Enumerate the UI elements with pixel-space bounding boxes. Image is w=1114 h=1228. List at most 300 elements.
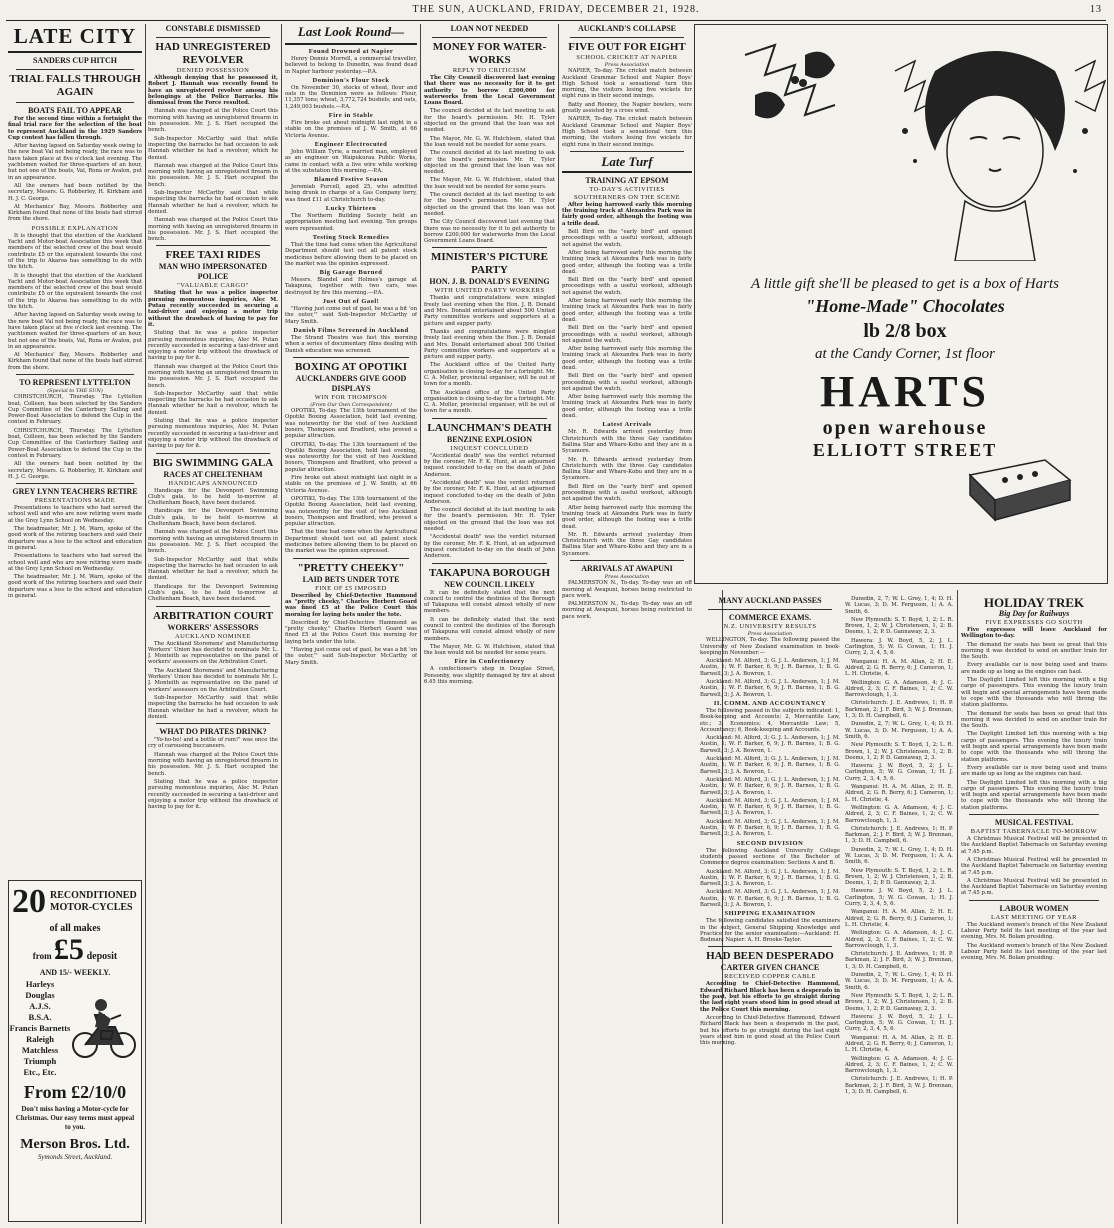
- subhead: II. COMM. AND ACCOUNTANCY: [713, 699, 827, 707]
- paragraph: The Mayor, Mr. G. W. Hutchison, stated that the loan would not be needed for some years.: [424, 135, 555, 148]
- subhead: N.Z. UNIVERSITY RESULTS: [723, 623, 817, 630]
- lede: Stating that he was a police inspector pursuing momentous inquiries, Alec M. Putan recently succeeded in securing a taxi-driver and enjoying a motor trip without the drawback of having to pay for it.: [148, 290, 278, 328]
- paragraph: The Auckland Storemens' and Manufacturing Workers' Union has decided to nominate Mr. L. J. Monteith as representative on the panel of workers' assessors on the Arbitration Court.: [148, 640, 278, 666]
- headline-sanders: SANDERS CUP HITCH: [32, 56, 117, 65]
- headline-labour: LABOUR WOMEN: [999, 903, 1069, 913]
- column-7: [845, 596, 953, 1222]
- brief-body: That the time had come when the Agricultural Department should test out all patent stock medicines before allowing them to be placed on the market was the opinion expressed.: [285, 241, 417, 267]
- brief-title: Testing Stock Remedies: [312, 233, 390, 241]
- ad-make: Douglas: [25, 990, 55, 1000]
- divider: [969, 900, 1099, 901]
- paragraph: Mr. R. Edwards arrived yesterday from Christchurch with the three Gay candidates Ballina Star and Whare-Kobu and they are in a Sycamore.: [562, 456, 692, 482]
- divider: [285, 43, 417, 45]
- paragraph: Dunedin, 2, 7; W. L. Grey, 1, 4; D. H. W. Lucas, 3; D. M. Ferguson, 1; A. A. Smith, 6.: [845, 596, 953, 615]
- paragraph: The headmaster, Mr. J. M. Warn, spoke of the good work of the retiring teachers and said their departure was a loss to the school and education in general.: [8, 526, 142, 551]
- paragraph: The Daylight Limited left this morning with a big cargo of passengers. This evening the luxury train will begin and special arrangements have been made to cope with the thousands who will throng the station platforms.: [961, 779, 1107, 811]
- paragraph: The demand for seats has been so great that this morning it was decided to send on another train for the South.: [961, 641, 1107, 661]
- headline-desperado: HAD BEEN DESPERADO: [706, 950, 834, 963]
- ad-make: A.J.S.: [29, 1001, 51, 1011]
- column-divider: [145, 24, 146, 1224]
- subhead: SOUTHERNERS ON THE SCENE: [574, 193, 680, 201]
- brief-body: Jeremiah Purcell, aged 25, who admitted being drunk in charge of a Gas Company lorry, was fined £11 at Christchurch to-day.: [285, 184, 417, 203]
- paragraph: The Auckland women's branch of the New Zealand Labour Party held its last meeting of the year last evening, Mrs. M. Bolam presiding.: [961, 921, 1107, 941]
- paragraph: The council decided at its last meeting to ask for the board's permission. Mr. H. Tyler objected on the ground that the loan was not needed.: [424, 192, 555, 217]
- paragraph: It is thought that the election of the Auckland Yacht and Motor-boat Association this week that members of the selected crew of the boat would contribute £5 or the equivalent towards the cost of the trip to Akaroa has something to do with the hitch.: [8, 232, 142, 271]
- column-8: [961, 596, 1107, 1222]
- paragraph: Stating that he was a police inspector pursuing momentous inquiries, Alec M. Putan recently succeeded in securing a taxi-driver and enjoying a motor trip without the drawback of having to pay for it.: [148, 418, 278, 450]
- lede: Although denying that he possessed it, Robert J. Hannah was recently found to have an unregistered revolver among his belongings at the Police Barracks. His dismissal from the Force resulted.: [148, 75, 278, 107]
- paragraph: Bell Bird on the "early bird" and opened proceedings with a useful workout, although not against the watch.: [562, 229, 692, 248]
- paragraph: Wellington: G. A. Adamson, 4; J. C. Aldred, 2, 3; C. F. Baines, 1, 2; C. W. Barrowclough, 1, 3.: [845, 930, 953, 949]
- paragraph: After being harrowed early this morning the training track at Alexandra Park was in fairly good order, although the footing was a trifle dead.: [562, 346, 692, 371]
- paragraph: It can be definitely stated that the next council to control the destinies of the Borough of Takapuna will consist almost wholly of new members.: [424, 616, 555, 642]
- ad-make: Matchless: [21, 1045, 59, 1055]
- headline-pretty-cheeky: "PRETTY CHEEKY": [297, 561, 405, 574]
- divider: [293, 558, 409, 559]
- paragraph: Auckland: M. Alford, 3; G. J. L. Anderson, 1; J. M. Austin, 1; W. F. Barker, 6, 9; J. R. Barnes, 1; B. G. Barwell, 3; J. A. Bowron, 1.: [700, 818, 840, 838]
- ad-price: lb 2/8 box: [863, 320, 947, 342]
- paragraph: The headmaster, Mr. J. M. Warn, spoke of the good work of the retiring teachers and said their departure was a loss to the school and education in general.: [8, 574, 142, 599]
- paragraph: Christchurch: J. E. Andrews, 1; H. P. Barkman, 2; J. F. Bird, 3; W. J. Brennan, 1, 3; D. H. Campbell, 6.: [845, 700, 953, 720]
- ad-body: [9, 979, 141, 1078]
- paragraph: The Mayor, Mr. G. W. Hutchison, stated that the loan would not be needed for some years.: [424, 643, 555, 657]
- headline-donald: HON. J. B. DONALD'S EVENING: [429, 277, 550, 287]
- subhead: FINE OF £5 IMPOSED: [315, 584, 387, 592]
- paragraph: Auckland: M. Alford, 3; G. J. L. Anderson, 1; J. M. Austin, 1; W. F. Barker, 6, 9; J. R. Barnes, 1; B. G. Barwell, 3; J. A. Bowron, 1.: [700, 889, 840, 908]
- paragraph: Bell Bird on the "early bird" and opened proceedings with a useful workout, although not against the watch.: [562, 483, 692, 503]
- paragraph: Batty and Rooney, the Napier bowlers, were greatly assisted by a cross wind.: [562, 101, 692, 115]
- paragraph: The following passed in the subjects indicated: 1, Book-keeping and Accounts; 2, Mercantile Law, etc.; 3, Economics; 4, Mercantile Law; 5, Accountancy; 6, Book-keeping and Accounts.: [700, 707, 840, 733]
- ad-price-prefix: from: [32, 951, 54, 961]
- paragraph: Hannah was charged at the Police Court this morning with having an unregistered firearm in his possession. Mr. J. S. Hart occupied the bench.: [148, 217, 278, 243]
- paragraph: Mr. R. Edwards arrived yesterday from Christchurch with the three Gay candidates Ballina Star and Whare-Kobu and they are in a Sycamore.: [562, 531, 692, 557]
- paragraph: Hannah was charged at the Police Court this morning with having an unregistered firearm in his possession. Mr. J. S. Hart occupied the bench.: [148, 751, 278, 777]
- paragraph: Wanganui: H. A. M. Allan, 2; H. E. Aldred, 2; G. R. Berry, 6; J. Cameron, 1; L. H. Christie, 4.: [845, 784, 953, 803]
- headline-takapuna: TAKAPUNA BOROUGH: [428, 566, 551, 579]
- headline-benzine: BENZINE EXPLOSION: [446, 434, 533, 444]
- paragraph: Wellington: G. A. Adamson, 4; J. C. Aldred, 2, 3; C. F. Baines, 1, 2; C. W. Barrowclough, 1, 3.: [845, 804, 953, 824]
- lede: Described by Chief-Detective Hammond as "pretty cheeky," Charles Herbert Goard was fined £5 at the Police Court this morning for laying bets under the tote.: [285, 592, 417, 618]
- ad-make: B.S.A.: [28, 1012, 52, 1022]
- headline-constable: CONSTABLE DISMISSED: [165, 24, 261, 33]
- masthead-title: THE SUN, AUCKLAND, FRIDAY, DECEMBER 21, 1928.: [412, 4, 700, 15]
- paragraph: Hannah was charged at the Police Court this morning with having an unregistered firearm in his possession. Mr. J. S. Hart occupied the bench.: [148, 162, 278, 188]
- paragraph: Auckland: M. Alford, 3; G. J. L. Anderson, 1; J. M. Austin, 1; W. F. Barker, 6, 9; J. R. Barnes, 1; B. G. Barwell, 3; J. A. Bowron, 1.: [700, 679, 840, 698]
- paragraph: "Accidental death" was the verdict returned by the coroner, Mr. F. K. Hunt, at an adjourned inquest concluded to-day on the death of John Anderson.: [424, 452, 555, 478]
- paragraph: "Accidental death" was the verdict returned by the coroner, Mr. F. K. Hunt, at an adjourned inquest concluded to-day on the death of John Anderson.: [424, 534, 555, 560]
- brief-body: The Northern Building Society held an appropriation meeting last evening. Ten groups were represented.: [285, 213, 417, 232]
- headline-lyttelton: TO REPRESENT LYTTELTON: [19, 377, 131, 387]
- ad-line: open warehouse: [822, 417, 988, 439]
- paragraph: OPOTIKI, To-day. The 13th tournament of the Opotiki Boxing Association, held last evening, was noteworthy for the visit of two Auckland boxers, Thompson and Bradford, who proved a popular attraction.: [285, 408, 417, 440]
- brief-item: [285, 48, 417, 75]
- headline-waterworks: MONEY FOR WATER-WORKS: [432, 41, 547, 66]
- ad-headline: [50, 890, 137, 914]
- paragraph: Handicaps for the Devonport Swimming Club's gala, to be held to-morrow at Cheltenham Beach, have been declared.: [148, 583, 278, 603]
- paragraph: The council decided at its last meeting to ask for the board's permission. Mr. H. Tyler objected on the ground that the loan was not needed.: [424, 150, 555, 176]
- brief-item: [285, 176, 417, 203]
- divider: [432, 37, 547, 38]
- paragraph: "Having just come out of gaol, he was a bit 'on the outer,'" said Sub-Inspector McCarthy of Mary Smith.: [285, 647, 417, 666]
- paragraph: Presentations to teachers who had served the school well and who are now retiring were made at the Grey Lynn School on Wednesday.: [8, 553, 142, 572]
- paragraph: After being harrowed early this morning the training track at Alexandra Park was in fairly good order, although the footing was a trifle dead.: [562, 249, 692, 275]
- subhead: AUCKLAND NOMINEE: [174, 632, 252, 640]
- subhead: SECOND DIVISION: [736, 839, 804, 847]
- headline-epsom: TRAINING AT EPSOM: [585, 175, 669, 185]
- brief-title: Lucky Thirteen: [325, 205, 377, 213]
- headline-arbitration: ARBITRATION COURT: [152, 609, 274, 622]
- column-3: [285, 24, 417, 1222]
- subhead: SHIPPING EXAMINATION: [724, 910, 816, 918]
- divider: [156, 245, 270, 246]
- divider: [432, 418, 547, 419]
- byline: Press Association: [604, 62, 650, 68]
- paragraph: Dunedin, 2, 7; W. L. Grey, 1, 4; D. H. W. Lucas, 3; D. M. Ferguson, 1; A. A. Smith, 6.: [845, 721, 953, 740]
- headline-council: NEW COUNCIL LIKELY: [444, 579, 535, 589]
- ad-product: "Home-Made" Chocolates: [805, 296, 1005, 316]
- divider: [16, 69, 134, 70]
- paragraph: The following candidates satisfied the examiners in the subject, General Shipping Knowledge and Practice for the senior examination:—Auckland: H. Bodman; Napier: A. H. Brooke-Taylor.: [700, 918, 840, 944]
- ad-address: Symonds Street, Auckland.: [37, 1153, 113, 1161]
- ad-makes-list: [9, 979, 71, 1078]
- chocolate-box-illustration: [965, 455, 1075, 525]
- paragraph: NAPIER, To-day. The cricket match between Auckland Grammar School and Napier Boys' High School took a sensational turn this morning, the visitors losing five wickets for eight runs in their second innings.: [562, 68, 692, 100]
- subhead: BAPTIST TABERNACLE TO-MORROW: [970, 828, 1098, 836]
- ad-line: AND 15/- WEEKLY.: [39, 968, 111, 977]
- paragraph: The council decided at its last meeting to ask for the board's permission. Mr. H. Tyler objected on the ground that the loan was not needed.: [424, 507, 555, 533]
- brief-item: [285, 112, 417, 139]
- brief-body: On November 30, stocks of wheat, flour and oats in the Dominion were as follows: Flour, 11,357 tons; wheat, 3,772,724 bushels; and oats, 1,249,003 bushels.—P.A.: [285, 84, 417, 110]
- lede: For the second time within a fortnight the final trial race for the selection of the boat to represent Auckland in the 1929 Sanders Cup contest has fallen through.: [8, 116, 142, 141]
- brief-item: [285, 327, 417, 354]
- ad-line: of all makes: [49, 923, 101, 934]
- paragraph: The Daylight Limited left this morning with a big cargo of passengers. This evening the luxury train will begin and special arrangements have been made to cope with the thousands who will throng the station platforms.: [961, 731, 1107, 763]
- motorcycle-illustration: [71, 979, 137, 1069]
- subhead-boats: BOATS FAIL TO APPEAR: [28, 106, 122, 115]
- divider: [708, 609, 832, 610]
- headline-revolver: HAD UNREGISTERED REVOLVER: [155, 41, 271, 66]
- paragraph: Sub-Inspector McCarthy said that while inspecting the barracks he had occasion to ask Hannah whether he had a revolver, which he denied.: [148, 135, 278, 161]
- paragraph: All the owners had been notified by the secretary, Messrs. G. Robberley, H. Kirkham and H. J. C. George.: [8, 461, 142, 480]
- headline-bets: LAID BETS UNDER TOTE: [302, 574, 400, 584]
- divider: [562, 171, 692, 173]
- brief-body: Henry Dennis Morrell, a commercial traveller, believed to belong to Dunedin, was found dead in Napier harbour yesterday.—P.A.: [285, 56, 417, 75]
- divider: [16, 483, 134, 484]
- brief-title: Dominion's Flour Stock: [312, 76, 390, 84]
- ad-line: at the Candy Corner, 1st floor: [814, 346, 995, 362]
- headline-pirates: WHAT DO PIRATES DRINK?: [159, 727, 267, 737]
- paragraph: Every available car is now being used and trains are made up as long as the engines can haul.: [961, 764, 1107, 778]
- paragraph: All the owners had been notified by the secretary, Messrs. G. Robberley, H. Kirkham and H. J. C. George.: [8, 182, 142, 202]
- paragraph: Described by Chief-Detective Hammond as "pretty cheeky," Charles Herbert Goard was fined £5 at the Police Court this morning for laying bets under the tote.: [285, 619, 417, 645]
- byline: Press Association: [747, 631, 793, 637]
- divider: [156, 453, 270, 454]
- paragraph: Hawera: J. W. Boyd, 5, 2; J. L. Carlington, 5; W. G. Cowan, 1; H. J. Curry, 2, 3, 4, 5, 6.: [845, 637, 953, 657]
- headline-taxi: FREE TAXI RIDES: [165, 249, 261, 262]
- subhead: Fire in Confectionery: [454, 658, 525, 666]
- divider: [570, 37, 684, 38]
- paragraph: Thanks and congratulations were mingled freely last evening when the Hon. J. B. Donald and Mrs. Donald entertained about 500 United Party committee workers and supporters at a picture and supper party.: [424, 295, 555, 327]
- brief-item: [285, 234, 417, 267]
- subhead: "VALUABLE CARGO": [177, 282, 249, 290]
- paragraph: Wanganui: H. A. M. Allan, 2; H. E. Aldred, 2; G. R. Berry, 6; J. Cameron, 1; L. H. Christie, 4.: [845, 658, 953, 678]
- ad-header: [9, 881, 141, 923]
- paragraph: PALMERSTON N., To-day. To-day was an off morning at Awapuni, horses being restricted to pace work.: [562, 580, 692, 599]
- brief-title: Big Garage Burned: [319, 269, 383, 277]
- harts-chocolates-advertisement: [694, 24, 1108, 584]
- paragraph: Auckland: M. Alford, 3; G. J. L. Anderson, 1; J. M. Austin, 1; W. F. Barker, 6, 9; J. R. Barnes, 1; B. G. Barwell, 3; J. A. Bowron, 1.: [700, 735, 840, 754]
- paragraph: OPOTIKI, To-day. The 13th tournament of the Opotiki Boxing Association, held last evening, was noteworthy for the visit of two Auckland boxers, Thompson and Bradford, who proved a popular attraction.: [285, 441, 417, 473]
- headline-carter: CARTER GIVEN CHANCE: [720, 963, 820, 973]
- subhead: LAST MEETING OF YEAR: [990, 913, 1077, 921]
- divider: [16, 102, 134, 103]
- headline-grey-lynn: GREY LYNN TEACHERS RETIRE: [12, 487, 138, 497]
- divider: [432, 563, 547, 564]
- headline-minister: MINISTER'S PICTURE PARTY: [430, 251, 549, 277]
- paragraph: The Auckland Storemens' and Manufacturing Workers' Union has decided to nominate Mr. L. J. Monteith as representative on the panel of workers' assessors on the Arbitration Court.: [148, 667, 278, 693]
- ad-price-from: From £2/10/0: [23, 1082, 127, 1102]
- subhead: FIVE EXPRESSES GO SOUTH: [985, 619, 1083, 626]
- paragraph: The Auckland office of the United Party organisation is closing to-day for a fortnight. Mr. C. A. Moller, provincial organiser, will be out of town for a month.: [424, 389, 555, 415]
- ad-price-label: deposit: [86, 951, 118, 962]
- ad-make: Harleys: [25, 979, 55, 989]
- paragraph: Christchurch: J. E. Andrews, 1; H. P. Barkman, 2; J. F. Bird, 3; W. J. Brennan, 1, 3; D. H. Campbell, 6.: [845, 951, 953, 970]
- brief-body: Fire broke out about midnight last night in a stable on the premises of J. W. Smith, at 66 Victoria Avenue.: [285, 120, 417, 139]
- paragraph: "Yo-ho-ho! and a bottle of rum!" was once the cry of carousing buccaneers.: [148, 737, 278, 750]
- ad-make: Raleigh: [26, 1034, 54, 1044]
- paragraph: A confectioner's shop in Douglas Street, Ponsonby, was slightly damaged by fire at about 6.45 this morning.: [424, 666, 555, 686]
- paragraph: Thanks and congratulations were mingled freely last evening when the Hon. J. B. Donald and Mrs. Donald entertained about 500 United Party committee workers and supporters at a picture and supper party.: [424, 328, 555, 361]
- paragraph: At Mechanics' Bay, Messrs. Robberley and Kirkham found that none of the boats had stirred from the shore.: [8, 352, 142, 371]
- headline-assessors: WORKERS' ASSESSORS: [167, 622, 259, 632]
- ad-make: Francis Barnetts: [9, 1023, 71, 1033]
- column-divider: [281, 24, 282, 1224]
- paragraph: The City Council discovered last evening that there was no necessity for it to get authority to borrow £200,000 for waterworks from the Local Government Loans Board.: [424, 219, 555, 245]
- divider: [570, 560, 684, 561]
- headline-loan: LOAN NOT NEEDED: [450, 24, 529, 33]
- lede: After being harrowed early this morning the training track at Alexandra Park was in fairly good order, although the footing was a trifle dead.: [562, 201, 692, 227]
- paragraph: CHRISTCHURCH, Thursday. The Lyttelton boat, Colleen, has been selected by the Sanders Cup Committee of the Canterbury Sailing and Power-Boat Association to defend the Cup in the contest in February.: [8, 394, 142, 426]
- divider: [293, 357, 409, 358]
- column-divider: [420, 24, 421, 1224]
- headline-railways: Big Day for Railways: [998, 609, 1070, 618]
- ad-text-block: [735, 275, 1075, 461]
- lede: According to Chief-Detective Hammond, Edward Richard Black has been a desperado in the past, but his efforts to go straight during the last eight years stood him in good stead at the Police Court this morning.: [700, 981, 840, 1013]
- paragraph: New Plymouth: S. T. Boyd, 1, 2; L. R. Brown, 1, 2; W. J. Christensen, 1, 2; B. Deems, 1, 2; P. D. Gannaway, 2, 3.: [845, 742, 953, 761]
- paragraph: WELLINGTON, To-day. The following passed the University of New Zealand examination in book-keeping in November:—: [700, 637, 840, 656]
- headline-commerce: COMMERCE EXAMS.: [728, 613, 812, 622]
- divider: [432, 247, 547, 248]
- ad-price: £5: [53, 933, 84, 966]
- paragraph: Hawera: J. W. Boyd, 5, 2; J. L. Carlington, 5; W. G. Cowan, 1; H. J. Curry, 2, 3, 4, 5, 6.: [845, 888, 953, 908]
- byline: (From Our Own Correspondent): [310, 401, 392, 408]
- paragraph: Sub-Inspector McCarthy said that while inspecting the barracks he had occasion to ask Hannah whether he had a revolver, which he denied.: [148, 556, 278, 582]
- headline-cheltenham: RACES AT CHELTENHAM: [163, 469, 263, 479]
- paragraph: Wellington: G. A. Adamson, 4; J. C. Aldred, 2, 3; C. F. Baines, 1, 2; C. W. Barrowclough, 1, 3.: [845, 1055, 953, 1075]
- ad-line: RECONDITIONED: [50, 890, 137, 901]
- brief-title: Just Out of Gaol!: [322, 298, 380, 306]
- paragraph: PALMERSTON N., To-day. To-day was an off morning at Awapuni, horses being restricted to pace work.: [562, 601, 692, 620]
- paragraph: The Auckland office of the United Party organisation is closing to-day for a fortnight. Mr. C. A. Moller, provincial organiser, will be out of town for a month.: [424, 362, 555, 388]
- subhead: POSSIBLE EXPLANATION: [31, 224, 119, 232]
- brief-body: Messrs. Blandel and Holmes's garage at Takapuna, together with two cars, was destroyed by fire this morning.—P.A.: [285, 277, 417, 296]
- subhead: RECEIVED COPPER CABLE: [724, 973, 816, 981]
- headline-holiday-trek: HOLIDAY TREK: [983, 596, 1085, 610]
- subhead: HANDICAPS ANNOUNCED: [168, 479, 258, 487]
- brief-item: [285, 269, 417, 296]
- subhead: WIN FOR THOMPSON: [314, 393, 388, 401]
- headline-launchman: LAUNCHMAN'S DEATH: [427, 421, 552, 434]
- paragraph: Sub-Inspector McCarthy said that while inspecting the barracks he had occasion to ask Hannah whether he had a revolver, which he denied.: [148, 190, 278, 215]
- subhead: INQUEST CONCLUDED: [450, 444, 529, 452]
- brief-title: Danish Films Screened in Auckland: [293, 326, 409, 334]
- headline-five-out: FIVE OUT FOR EIGHT: [568, 41, 686, 53]
- paragraph: Hannah was charged at the Police Court this morning with having an unregistered firearm in his possession. Mr. J. S. Hart occupied the bench.: [148, 108, 278, 134]
- headline-aucklanders: AUCKLANDERS GIVE GOOD DISPLAYS: [295, 373, 407, 393]
- paragraph: Auckland: M. Alford, 3; G. J. L. Anderson, 1; J. M. Austin, 1; W. F. Barker, 6, 9; J. R. Barnes, 1; B. G. Barwell, 3; J. A. Bowron, 1.: [700, 797, 840, 817]
- brief-item: [285, 298, 417, 325]
- brief-item: [285, 141, 417, 174]
- headline-trial: TRIAL FALLS THROUGH AGAIN: [9, 73, 141, 98]
- paragraph: NAPIER, To-day. The cricket match between Auckland Grammar School and Napier Boys' High School took a sensational turn this morning, the visitors losing five wickets for eight runs in their second innings.: [562, 116, 692, 148]
- headline-musical: MUSICAL FESTIVAL: [994, 818, 1074, 828]
- paragraph: Wanganui: H. A. M. Allan, 2; H. E. Aldred, 2; G. R. Berry, 6; J. Cameron, 1; L. H. Christie, 4.: [845, 909, 953, 928]
- motorcycle-advertisement: [8, 880, 142, 1222]
- divider: [8, 51, 142, 53]
- holly-illustration: [735, 35, 885, 165]
- column-6: [700, 596, 840, 1222]
- headline-late-turf: Late Turf: [601, 153, 653, 169]
- ad-big-number: 20: [12, 883, 46, 920]
- paragraph: At Mechanics' Bay, Messrs. Robberley and Kirkham found that none of the boats had stirred from the shore.: [8, 203, 142, 223]
- paragraph: Presentations to teachers who had served the school well and who are now retiring were made at the Grey Lynn School on Wednesday.: [8, 505, 142, 524]
- paragraph: A Christmas Musical Festival will be presented in the Auckland Baptist Tabernacle on Saturday evening at 7.45 p.m.: [961, 877, 1107, 897]
- paragraph: After having lapsed on Saturday week owing to the new boat Val not being ready, the race was to have taken place at five o'clock last evening. The yachtsmen waited for three-quarters of an hour, but not one of the boats, Val, Rona or Avalon, put in an appearance.: [8, 143, 142, 181]
- page-number: 13: [1090, 4, 1102, 15]
- headline-collapse: AUCKLAND'S COLLAPSE: [577, 24, 676, 33]
- headline-impersonated: MAN WHO IMPERSONATED POLICE: [158, 262, 268, 282]
- byline: (Special to THE SUN): [47, 387, 103, 394]
- paragraph: Bell Bird on the "early bird" and opened proceedings with a useful workout, although not against the watch.: [562, 373, 692, 392]
- headline-awapuni: ARRIVALS AT AWAPUNI: [581, 564, 673, 573]
- paragraph: Bell Bird on the "early bird" and opened proceedings with a useful workout, although not against the watch.: [562, 277, 692, 296]
- paragraph: New Plymouth: S. T. Boyd, 1, 2; L. R. Brown, 1, 2; W. J. Christensen, 1, 2; B. Deems, 1, 2; P. D. Gannaway, 2, 3.: [845, 616, 953, 636]
- paragraph: New Plymouth: S. T. Boyd, 1, 2; L. R. Brown, 1, 2; W. J. Christensen, 1, 2; B. Deems, 1, 2; P. D. Gannaway, 2, 3.: [845, 992, 953, 1012]
- woman-portrait-illustration: [875, 31, 1114, 261]
- ad-make: Triumph: [23, 1056, 57, 1066]
- ad-brand: Merson Bros. Ltd.: [20, 1137, 130, 1152]
- ad-line: MOTOR-CYCLES: [50, 902, 133, 913]
- ad-line: ELLIOTT STREET: [812, 440, 998, 460]
- ad-make: Etc., Etc.: [23, 1067, 57, 1077]
- paragraph: Christchurch: J. E. Andrews, 1; H. P. Barkman, 2; J. F. Bird, 3; W. J. Brennan, 1, 3; D. H. Campbell, 6.: [845, 825, 953, 845]
- divider: [156, 37, 270, 38]
- headline-passes: MANY AUCKLAND PASSES: [718, 596, 822, 605]
- divider: [708, 946, 832, 947]
- ad-line: Don't miss having a Motor-cycle for Christmas. Our easy terms must appeal to you.: [15, 1105, 135, 1131]
- paragraph: Auckland: M. Alford, 3; G. J. L. Anderson, 1; J. M. Austin, 1; W. F. Barker, 6, 9; J. R. Barnes, 1; B. G. Barwell, 3; J. A. Bowron, 1.: [700, 756, 840, 775]
- paragraph: CHRISTCHURCH, Thursday. The Lyttelton boat, Colleen, has been selected by the Sanders Cup Committee of the Canterbury Sailing and Power-Boat Association to defend the Cup in the contest in February.: [8, 427, 142, 459]
- paragraph: OPOTIKI, To-day. The 13th tournament of the Opotiki Boxing Association, held last evening, was noteworthy for the visit of two Auckland boxers, Thompson and Bradford, who proved a popular attraction.: [285, 495, 417, 528]
- ad-price-line: [9, 934, 141, 966]
- paragraph: It is thought that the election of the Auckland Yacht and Motor-boat Association this week that members of the selected crew of the boat would contribute £5 or the equivalent towards the cost of the trip to Akaroa has something to do with the hitch.: [8, 272, 142, 311]
- paragraph: Every available car is now being used and trains are made up as long as the engines can haul.: [961, 662, 1107, 675]
- paragraph: Stating that he was a police inspector pursuing momentous inquiries, Alec M. Putan recently succeeded in securing a taxi-driver and enjoying a motor trip without the drawback of having to pay for it.: [148, 330, 278, 362]
- paragraph: Wanganui: H. A. M. Allan, 2; H. E. Aldred, 2; G. R. Berry, 6; J. Cameron, 1; L. H. Christie, 4.: [845, 1034, 953, 1054]
- paragraph: According to Chief-Detective Hammond, Edward Richard Black has been a desperado in the past, but his efforts to go straight during the last eight years stood him in good stead at the Police Court this morning.: [700, 1014, 840, 1047]
- subhead: Latest Arrivals: [602, 421, 652, 429]
- divider: [156, 723, 270, 724]
- paragraph: A Christmas Musical Festival will be presented in the Auckland Baptist Tabernacle on Saturday evening at 7.45 p.m.: [961, 856, 1107, 876]
- paragraph: After being harrowed early this morning the training track at Alexandra Park was in fairly good order, although the footing was a trifle dead.: [562, 504, 692, 530]
- column-divider: [558, 24, 559, 1224]
- subhead: DENIED POSSESSION: [176, 67, 250, 74]
- paragraph: Dunedin, 2, 7; W. L. Grey, 1, 4; D. H. W. Lucas, 3; D. M. Ferguson, 1; A. A. Smith, 6.: [845, 972, 953, 991]
- brief-title: Blamed Festive Season: [314, 176, 388, 184]
- headline-boxing: BOXING AT OPOTIKI: [294, 360, 408, 373]
- paragraph: Auckland: M. Alford, 3; G. J. L. Anderson, 1; J. M. Austin, 1; W. F. Barker, 6, 9; J. R. Barnes, 1; B. G. Barwell, 3; J. A. Bowron, 1.: [700, 776, 840, 796]
- brief-body: The Strand Theatre was fast this morning when a series of documentary films dealing with Danish education was screened.: [285, 334, 417, 354]
- paragraph: Auckland: M. Alford, 3; G. J. L. Anderson, 1; J. M. Austin, 1; W. F. Barker, 6, 9; J. R. Barnes, 1; B. G. Barwell, 3; J. A. Bowron, 1.: [700, 868, 840, 888]
- divider: [16, 374, 134, 375]
- paragraph: After being harrowed early this morning the training track at Alexandra Park was in fairly good order, although the footing was a trifle dead.: [562, 298, 692, 323]
- headline-late-city: LATE CITY: [13, 24, 137, 48]
- brief-title: Fire in Stable: [328, 112, 374, 120]
- paragraph: Sub-Inspector McCarthy said that while inspecting the barracks he had occasion to ask Hannah whether he had a revolver, which he denied.: [148, 694, 278, 720]
- paragraph: New Plymouth: S. T. Boyd, 1, 2; L. R. Brown, 1, 2; W. J. Christensen, 1, 2; B. Deems, 1, 2; P. D. Gannaway, 2, 3.: [845, 867, 953, 887]
- subhead: SCHOOL CRICKET AT NAPIER: [576, 54, 678, 61]
- paragraph: Mr. R. Edwards arrived yesterday from Christchurch with the three Gay candidates Ballina Star and Whare-Kobu and they are in a Sycamore.: [562, 429, 692, 455]
- paragraph: The Daylight Limited left this morning with a big cargo of passengers. This evening the luxury train will begin and special arrangements have been made to cope with the thousands who will throng the station platforms.: [961, 677, 1107, 709]
- divider: [969, 814, 1099, 815]
- column-2: [148, 24, 278, 1222]
- paragraph: Stating that he was a police inspector pursuing momentous inquiries, Alec M. Putan recently succeeded in securing a taxi-driver and enjoying a motor trip without the drawback of having to pay for it.: [148, 778, 278, 811]
- column-5: [562, 24, 692, 1222]
- paragraph: The council decided at its last meeting to ask for the board's permission. Mr. H. Tyler objected on the ground that the loan was not needed.: [424, 108, 555, 134]
- paragraph: Dunedin, 2, 7; W. L. Grey, 1, 4; D. H. W. Lucas, 3; D. M. Ferguson, 1; A. A. Smith, 6.: [845, 846, 953, 866]
- brief-title: Found Drowned at Napier: [308, 48, 394, 55]
- subhead: TO-DAY'S ACTIVITIES: [589, 185, 665, 193]
- paragraph: The Mayor, Mr. G. W. Hutchison, stated that the loan would not be needed for some years.: [424, 177, 555, 190]
- paragraph: Handicaps for the Devonport Swimming Club's gala, to be held to-morrow at Cheltenham Beach, have been declared.: [148, 508, 278, 528]
- masthead-rule: [6, 20, 1106, 21]
- headline-last-look: Last Look Round—: [297, 24, 405, 39]
- paragraph: Fire broke out about midnight last night in a stable on the premises of J. W. Smith, at 66 Victoria Avenue.: [285, 475, 417, 494]
- paragraph: Wellington: G. A. Adamson, 4; J. C. Aldred, 2, 3; C. F. Baines, 1, 2; C. W. Barrowclough, 1, 3.: [845, 679, 953, 699]
- paragraph: It can be definitely stated that the next council to control the destinies of the Borough of Takapuna will consist almost wholly of new members.: [424, 589, 555, 615]
- divider: [570, 151, 684, 152]
- column-4: [424, 24, 555, 1222]
- paragraph: The demand for seats has been so great that this morning it was decided to send on another train for the South.: [961, 710, 1107, 730]
- ad-brand: HARTS: [819, 367, 991, 416]
- brief-body: John William Tyrie, a married man, employed as an engineer on Waipukurau Public Works, came in contact with a live wire while working at the substation this morning.—P.A.: [285, 148, 417, 174]
- brief-item: [285, 205, 417, 232]
- paragraph: That the time had come when the Agricultural Department should test out all patent stock medicines before allowing them to be placed on the market was the opinion expressed.: [285, 529, 417, 555]
- brief-item: [285, 77, 417, 110]
- paragraph: Hawera: J. W. Boyd, 5, 2; J. L. Carlington, 5; W. G. Cowan, 1; H. J. Curry, 2, 3, 4, 5, 6.: [845, 1013, 953, 1033]
- lede: The City Council discovered last evening that there was no necessity for it to get authority to borrow £200,000 for waterworks from the Local Government Loans Board.: [424, 75, 555, 107]
- paragraph: Bell Bird on the "early bird" and opened proceedings with a useful workout, although not against the watch.: [562, 325, 692, 344]
- subhead: PRESENTATIONS MADE: [34, 497, 116, 505]
- paragraph: After being harrowed early this morning the training track at Alexandra Park was in fairly good order, although the footing was a trifle dead.: [562, 394, 692, 420]
- paragraph: "Accidental death" was the verdict returned by the coroner, Mr. F. K. Hunt, at an adjourned inquest concluded to-day on the death of John Anderson.: [424, 479, 555, 505]
- brief-title: Engineer Electrocuted: [314, 140, 388, 148]
- masthead: [6, 4, 1106, 20]
- column-1: [8, 24, 142, 884]
- paragraph: The Auckland women's branch of the New Zealand Labour Party held its last meeting of the year last evening, Mrs. M. Bolam presiding.: [961, 942, 1107, 962]
- column-divider: [957, 590, 958, 1224]
- paragraph: Sub-Inspector McCarthy said that while inspecting the barracks he had occasion to ask Hannah whether he had a revolver, which he denied.: [148, 390, 278, 416]
